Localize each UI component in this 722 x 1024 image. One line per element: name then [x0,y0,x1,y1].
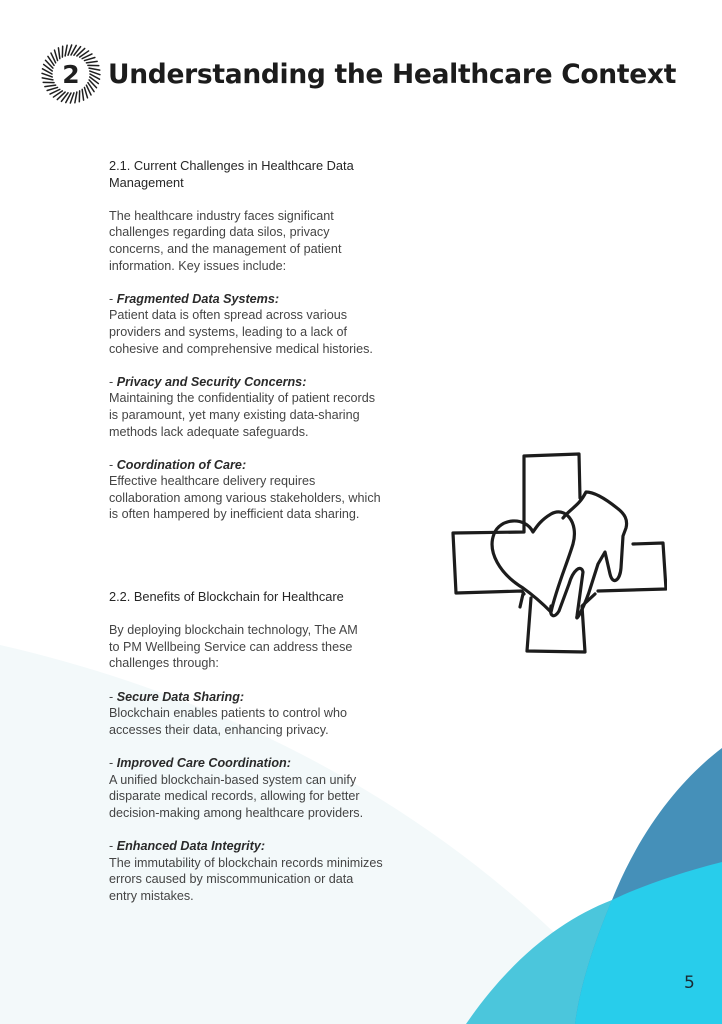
text-line: collaboration among various stakeholders, which [109,490,381,505]
text-line: challenges regarding data silos, privacy [109,225,330,240]
text-line: providers and systems, leading to a lack of [109,324,348,339]
section-number: 2 [62,59,80,89]
text-line: entry mistakes. [109,888,194,903]
text-line: accesses their data, enhancing privacy. [109,722,329,737]
text-line: Blockchain enables patients to control who [109,706,348,721]
section-heading: 2.2. Benefits of Blockchain for Healthcare [109,589,344,605]
item-title: Improved Care Coordination: [116,756,291,770]
list-item: - Improved Care Coordination: A unified blockchain-based system can unify disparate medical records, allowing for better decision-making among healthcare providers. [109,756,364,820]
page-header [40,44,676,104]
medical-cross-heart-hand-icon [445,446,667,658]
section-number-badge [40,43,102,105]
text-line: The immutability of blockchain records minimizes [109,855,383,870]
text-line: decision-making among healthcare providers. [109,805,364,820]
cross-outline [453,454,666,652]
text-line: cohesive and comprehensive medical histories. [109,341,373,356]
document-body [109,158,409,904]
list-item: - Fragmented Data Systems: Patient data is often spread across various providers and systems, leading to a lack of cohesive and comprehensive medical histories. [109,291,373,356]
text-line: is paramount, yet many existing data-sharing [109,407,360,422]
text-line: disparate medical records, allowing for better [109,789,360,804]
section-intro [109,208,409,274]
section-heading-line: 2.1. Current Challenges in Healthcare Data [109,158,354,173]
list-item: - Enhanced Data Integrity: The immutability of blockchain records minimizes errors caused by miscommunication or data entry mistakes. [109,838,383,903]
text-line: Effective healthcare delivery requires [109,474,316,489]
page-title: Understanding the Healthcare Context [108,58,677,90]
list-item: - Coordination of Care: Effective healthcare delivery requires collaboration among various stakeholders, which is often hampered by inefficient data sharing. [109,457,381,522]
text-line: By deploying blockchain technology, The AM [109,623,358,638]
item-title: Privacy and Security Concerns: [116,374,307,389]
text-line: Maintaining the confidentiality of patient records [109,391,376,406]
item-title: Fragmented Data Systems: [116,291,280,306]
item-title: Enhanced Data Integrity: [116,838,266,853]
text-line: is often hampered by inefficient data sharing. [109,507,360,522]
section-intro [109,622,409,672]
section-heading-line: Management [109,174,184,190]
item-title: Secure Data Sharing: [116,689,245,704]
section-2-2 [109,589,409,904]
list-item: - Secure Data Sharing: Blockchain enables patients to control who accesses their data, enhancing privacy. [109,689,348,737]
text-line: A unified blockchain-based system can unify [109,772,357,787]
text-line: challenges through: [109,656,219,671]
text-line: to PM Wellbeing Service can address these [109,639,353,654]
heart-outline [492,512,574,612]
section-heading [109,158,409,191]
text-line: Patient data is often spread across various [109,308,348,323]
text-line: The healthcare industry faces significant [109,208,334,223]
text-line: errors caused by miscommunication or data [109,872,354,887]
list-item: - Privacy and Security Concerns: Maintaining the confidentiality of patient records is paramount, yet many existing data-sharing methods lack adequate safeguards. [109,374,376,439]
text-line: methods lack adequate safeguards. [109,424,309,439]
text-line: information. Key issues include: [109,258,287,273]
item-title: Coordination of Care: [116,457,247,472]
section-2-1 [109,158,409,523]
page-number: 5 [684,973,695,993]
text-line: concerns, and the management of patient [109,241,342,256]
bright-cyan-arc [575,862,722,1024]
